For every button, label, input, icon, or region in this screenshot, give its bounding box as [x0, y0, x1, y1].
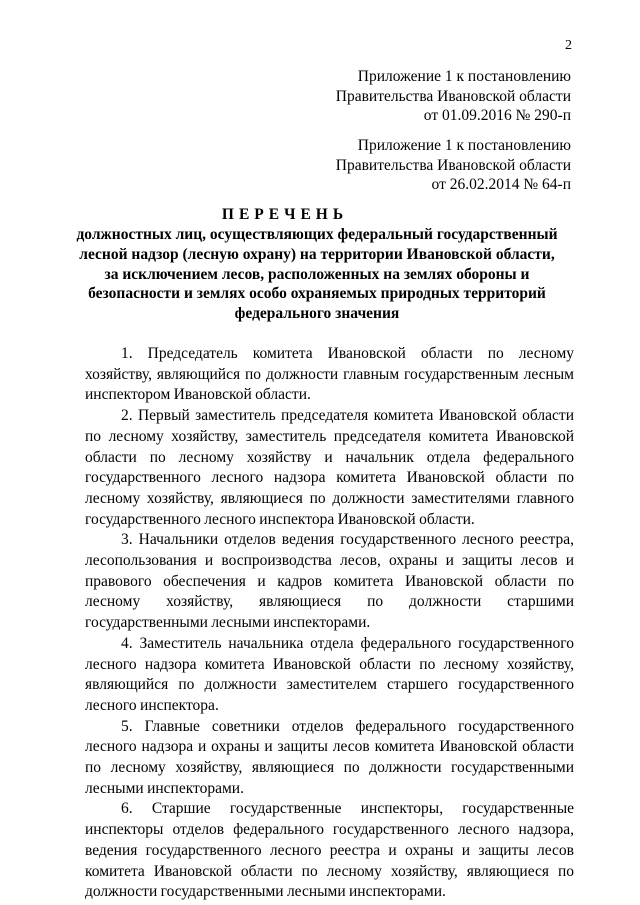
appendix-line: от 26.02.2014 № 64-п: [431, 176, 571, 193]
document-title: ПЕРЕЧЕНЬ: [221, 206, 349, 223]
appendix-note-current: [211, 67, 571, 126]
appendix-line: от 01.09.2016 № 290-п: [423, 107, 571, 124]
subtitle-line: федерального значения: [234, 305, 400, 323]
subtitle-line: безопасности и землях особо охраняемых природных территорий: [88, 285, 546, 303]
official-list: [85, 344, 574, 903]
document-subtitle: [60, 225, 574, 324]
list-item: 5. Главные советники отделов федерального государственного лесного надзора и охраны и защиты лесов комитета Ивановской области по лесному хозяйству, являющиеся по должности государственными лесными инспекторами.: [85, 717, 574, 797]
list-item: 2. Первый заместитель председателя комитета Ивановской области по лесному хозяйству, заместитель председателя комитета Ивановской области по лесному хозяйству и начальник отдела федерального государственного лесного надзора комитета Ивановской области по лесному хозяйству, являющиеся по должности заместителями главного государственного лесного инспектора Ивановской области.: [85, 407, 574, 528]
subtitle-line: за исключением лесов, расположенных на землях обороны и: [104, 265, 530, 283]
list-item: 6. Старшие государственные инспекторы, государственные инспекторы отделов федерального государственного лесного надзора, ведения государственного лесного реестра и охраны и защиты лесов комитета Ивановской области по лесному хозяйству, являющиеся по должности государственными лесными инспекторами.: [85, 800, 574, 901]
page-number: 2: [565, 38, 572, 53]
appendix-note-original: [211, 136, 571, 195]
subtitle-line: должностных лиц, осуществляющих федеральный государственный: [76, 226, 558, 243]
appendix-line: Приложение 1 к постановлению: [357, 68, 571, 85]
list-item: 3. Начальники отделов ведения государственного лесного реестра, лесопользования и воспроизводства лесов, охраны и защиты лесов и правового обеспечения и кадров комитета Ивановской области по лесному хозяйству, являющиеся по должности старшими государственными лесными инспекторами.: [85, 531, 574, 632]
list-item: 4. Заместитель начальника отдела федерального государственного лесного надзора комитета Ивановской области по лесному хозяйству, являющийся по должности заместителем старшего государственного лесного инспектора.: [85, 634, 574, 714]
list-item: 1. Председатель комитета Ивановской области по лесному хозяйству, являющийся по должности главным государственным лесным инспектором Ивановской области.: [85, 345, 574, 404]
appendix-line: Правительства Ивановской области: [335, 156, 571, 174]
subtitle-line: лесной надзор (лесную охрану) на территории Ивановской области,: [79, 245, 555, 263]
appendix-line: Правительства Ивановской области: [335, 87, 571, 105]
appendix-line: Приложение 1 к постановлению: [357, 137, 571, 154]
